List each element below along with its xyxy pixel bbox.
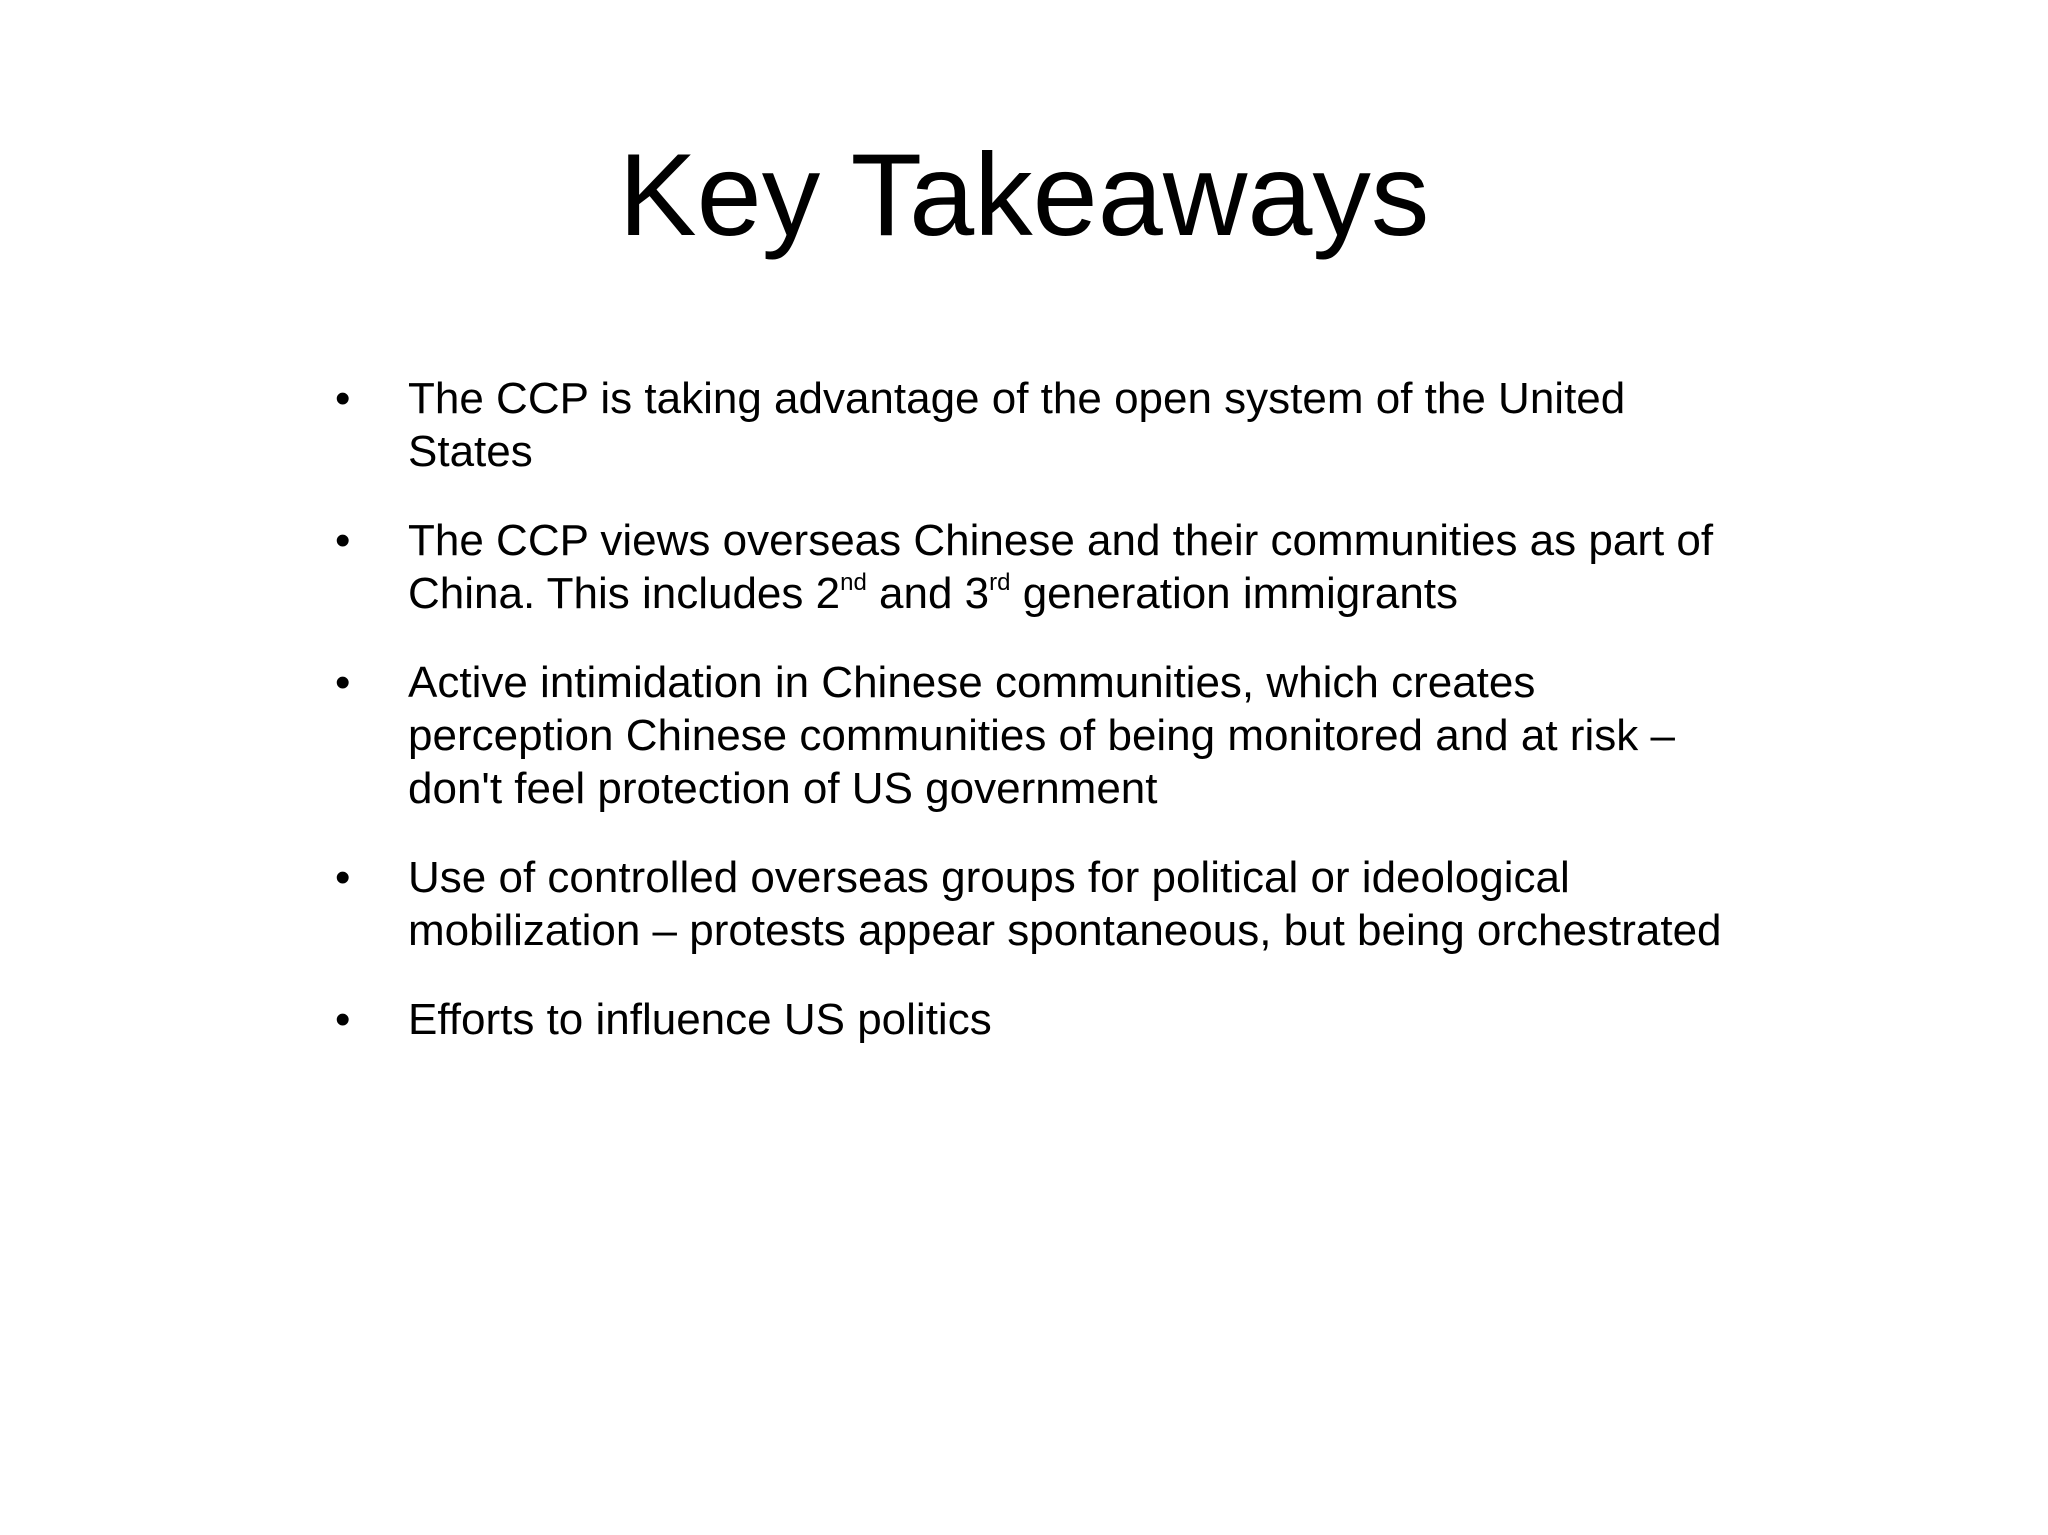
bullet-icon: • <box>335 516 351 565</box>
slide-title: Key Takeaways <box>618 129 1430 260</box>
bullet-text: Active intimidation in Chinese communities, which creates perception Chinese communities of being monitored and at risk – don't feel protection of US government <box>408 658 1675 813</box>
bullet-icon: • <box>335 995 351 1044</box>
bullet-item <box>335 372 1735 478</box>
bullet-icon: • <box>335 853 351 902</box>
bullet-text <box>408 516 1713 618</box>
bullet-text-part: and 3 <box>866 569 990 618</box>
bullet-item <box>335 993 1735 1046</box>
bullet-text-part: The CCP views overseas Chinese and their communities as part of China. This includes 2 <box>408 516 1714 618</box>
bullet-item <box>335 851 1735 957</box>
superscript: rd <box>989 569 1011 596</box>
bullet-text: The CCP is taking advantage of the open system of the United States <box>408 374 1626 476</box>
bullet-item <box>335 514 1735 620</box>
bullet-list <box>335 372 1735 1082</box>
bullet-text: Use of controlled overseas groups for political or ideological mobilization – protests appear spontaneous, but being orchestrated <box>408 853 1722 955</box>
bullet-text-part: generation immigrants <box>1010 569 1459 618</box>
bullet-text: Efforts to influence US politics <box>408 995 992 1044</box>
bullet-icon: • <box>335 658 351 707</box>
superscript: nd <box>840 569 867 596</box>
bullet-icon: • <box>335 374 351 423</box>
bullet-item <box>335 656 1735 815</box>
